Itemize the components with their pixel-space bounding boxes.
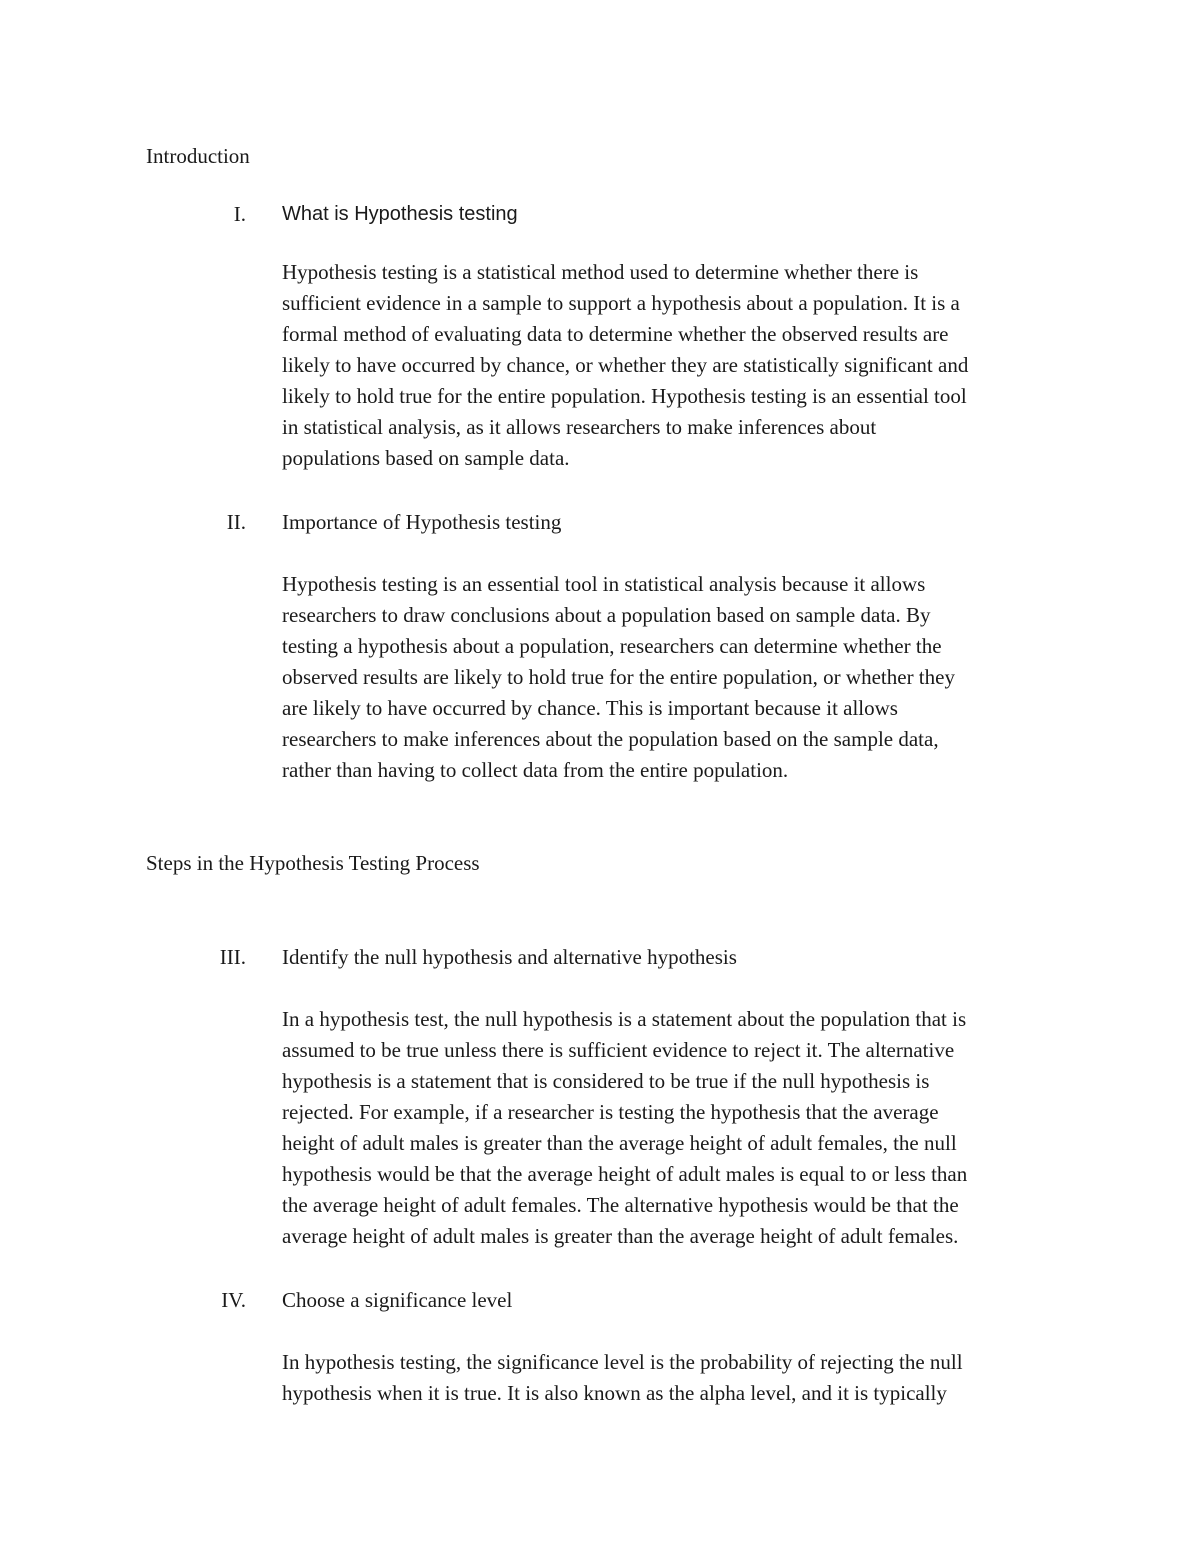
body-line: the average height of adult females. The alternative hypothesis would be that the xyxy=(282,1193,959,1217)
outline-item-4 xyxy=(196,1285,1076,1405)
body-line: are likely to have occurred by chance. This is important because it allows xyxy=(282,696,898,720)
outline-item-title: Identify the null hypothesis and alternative hypothesis xyxy=(282,945,737,969)
body-line: researchers to make inferences about the population based on the sample data, xyxy=(282,727,939,751)
outline-item-body xyxy=(282,1004,1064,1252)
body-line: height of adult males is greater than the average height of adult females, the null xyxy=(282,1131,957,1155)
body-line: hypothesis would be that the average height of adult males is equal to or less than xyxy=(282,1162,968,1186)
outline-item-body xyxy=(282,257,1064,474)
body-line: researchers to draw conclusions about a population based on sample data. By xyxy=(282,603,931,627)
body-line: formal method of evaluating data to determine whether the observed results are xyxy=(282,322,949,346)
body-line: Hypothesis testing is a statistical method used to determine whether there is xyxy=(282,260,919,284)
body-line: hypothesis is a statement that is considered to be true if the null hypothesis is xyxy=(282,1069,930,1093)
section-heading-steps: Steps in the Hypothesis Testing Process xyxy=(146,851,480,875)
outline-numeral: III. xyxy=(219,945,246,969)
body-line: testing a hypothesis about a population, researchers can determine whether the xyxy=(282,634,942,658)
body-line: likely to have occurred by chance, or whether they are statistically significant and xyxy=(282,353,969,377)
outline-item-title: What is Hypothesis testing xyxy=(282,203,518,225)
body-line: populations based on sample data. xyxy=(282,446,570,470)
outline-numeral: I. xyxy=(233,202,246,226)
body-line: sufficient evidence in a sample to support a hypothesis about a population. It is a xyxy=(282,291,960,315)
body-line: likely to hold true for the entire population. Hypothesis testing is an essential tool xyxy=(282,384,967,408)
outline-item-1 xyxy=(196,199,1076,470)
body-line: In hypothesis testing, the significance level is the probability of rejecting the null xyxy=(282,1350,963,1374)
outline-numeral: IV. xyxy=(221,1288,246,1312)
body-line: assumed to be true unless there is sufficient evidence to reject it. The alternative xyxy=(282,1038,955,1062)
outline-item-3 xyxy=(196,942,1076,1248)
outline-item-title: Choose a significance level xyxy=(282,1288,513,1312)
outline-item-2 xyxy=(196,507,1076,782)
outline-item-body xyxy=(282,1347,1064,1409)
body-line: in statistical analysis, as it allows researchers to make inferences about xyxy=(282,415,877,439)
outline-item-body xyxy=(282,569,1064,786)
outline-item-header xyxy=(196,942,1076,973)
outline-item-header xyxy=(196,507,1076,538)
outline-item-header xyxy=(196,199,1076,230)
body-line: average height of adult males is greater than the average height of adult females. xyxy=(282,1224,959,1248)
body-line: observed results are likely to hold true for the entire population, or whether they xyxy=(282,665,955,689)
outline-item-title: Importance of Hypothesis testing xyxy=(282,510,562,534)
outline-numeral: II. xyxy=(226,510,246,534)
body-line: Hypothesis testing is an essential tool in statistical analysis because it allows xyxy=(282,572,926,596)
body-line: In a hypothesis test, the null hypothesis is a statement about the population that is xyxy=(282,1007,967,1031)
body-line: rejected. For example, if a researcher is testing the hypothesis that the average xyxy=(282,1100,939,1124)
body-line: rather than having to collect data from the entire population. xyxy=(282,758,789,782)
section-heading-introduction: Introduction xyxy=(146,144,250,168)
body-line: hypothesis when it is true. It is also known as the alpha level, and it is typically xyxy=(282,1381,947,1405)
outline-item-header xyxy=(196,1285,1076,1316)
